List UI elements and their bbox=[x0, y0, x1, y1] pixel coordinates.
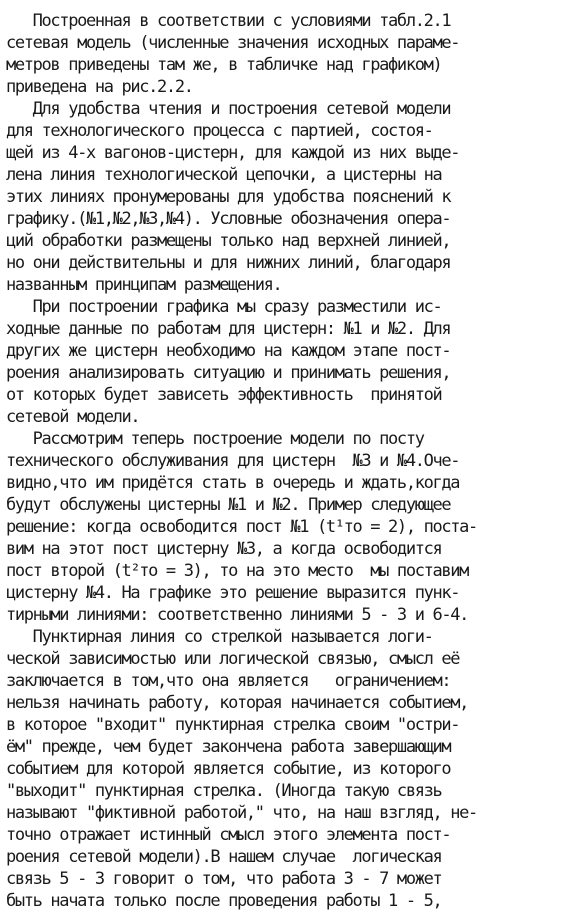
text-line: Для удобства чтения и построения сетевой модели bbox=[6, 99, 451, 119]
text-line: приведена на рис.2.2. bbox=[6, 77, 193, 97]
text-line: пост второй (t²то = 3), то на это место мы поставим bbox=[6, 561, 469, 581]
text-line: называют "фиктивной работой," что, на наш взгляд, не- bbox=[6, 803, 477, 823]
text-line: ческой зависимостью или логической связью, смысл её bbox=[6, 649, 460, 669]
text-line: ций обработки размещены только над верхней линией, bbox=[6, 231, 451, 251]
text-line: При построении графика мы сразу разместили ис- bbox=[6, 297, 442, 317]
text-line: названным принципам размещения. bbox=[6, 275, 282, 295]
text-line: видно,что им придётся стать в очередь и ждать,когда bbox=[6, 473, 460, 493]
text-line: этих линиях пронумерованы для удобства пояснений к bbox=[6, 187, 451, 207]
text-line: точно отражает истинный смысл этого элемента пост- bbox=[6, 825, 451, 845]
text-line: роения анализировать ситуацию и принимать решения, bbox=[6, 363, 451, 383]
text-line: ём" прежде, чем будет закончена работа завершающим bbox=[6, 737, 451, 757]
text-line: решение: когда освободится пост №1 (t¹то = 2), поста- bbox=[6, 517, 477, 537]
text-line: связь 5 - 3 говорит о том, что работа 3 - 7 может bbox=[6, 869, 442, 889]
text-line: графику.(№1,№2,№3,№4). Условные обозначения опера- bbox=[6, 209, 451, 229]
text-line: других же цистерн необходимо на каждом этапе пост- bbox=[6, 341, 451, 361]
text-line: "выходит" пунктирная стрелка. (Иногда такую связь bbox=[6, 781, 442, 801]
text-line: для технологического процесса с партией, состоя- bbox=[6, 121, 433, 141]
text-line: Пунктирная линия со стрелкой называется логи- bbox=[6, 627, 433, 647]
text-line: нельзя начинать работу, которая начинается событием, bbox=[6, 693, 469, 713]
text-line: Построенная в соответствии с условиями табл.2.1 bbox=[6, 11, 451, 31]
text-line: цистерну №4. На графике это решение выразится пунк- bbox=[6, 583, 460, 603]
text-line: вим на этот пост цистерну №3, а когда освободится bbox=[6, 539, 442, 559]
text-line: заключается в том,что она является ограничением: bbox=[6, 671, 451, 691]
text-line: сетевой модели. bbox=[6, 407, 140, 427]
text-line: сетевая модель (численные значения исходных параме- bbox=[6, 33, 460, 53]
text-line: тирными линиями: соответственно линиями 5 - 3 и 6-4. bbox=[6, 605, 469, 625]
text-line: лена линия технологической цепочки, а цистерны на bbox=[6, 165, 442, 185]
text-line: от которых будет зависеть эффективность принятой bbox=[6, 385, 442, 405]
text-line: ходные данные по работам для цистерн: №1 и №2. Для bbox=[6, 319, 451, 339]
text-line: но они действительны и для нижних линий, благодаря bbox=[6, 253, 451, 273]
text-line: событием для которой является событие, из которого bbox=[6, 759, 451, 779]
text-line: роения сетевой модели).В нашем случае логическая bbox=[6, 847, 442, 867]
text-line: технического обслуживания для цистерн №3 и №4.Оче- bbox=[6, 451, 460, 471]
text-line: метров приведены там же, в табличке над графиком) bbox=[6, 55, 442, 75]
text-line: быть начата только после проведения работы 1 - 5, bbox=[6, 891, 442, 911]
text-line: будут обслужены цистерны №1 и №2. Пример следующее bbox=[6, 495, 451, 515]
text-line: Рассмотрим теперь построение модели по посту bbox=[6, 429, 424, 449]
text-line: щей из 4-х вагонов-цистерн, для каждой из них выде- bbox=[6, 143, 460, 163]
text-line: в которое "входит" пунктирная стрелка своим "остри- bbox=[6, 715, 460, 735]
